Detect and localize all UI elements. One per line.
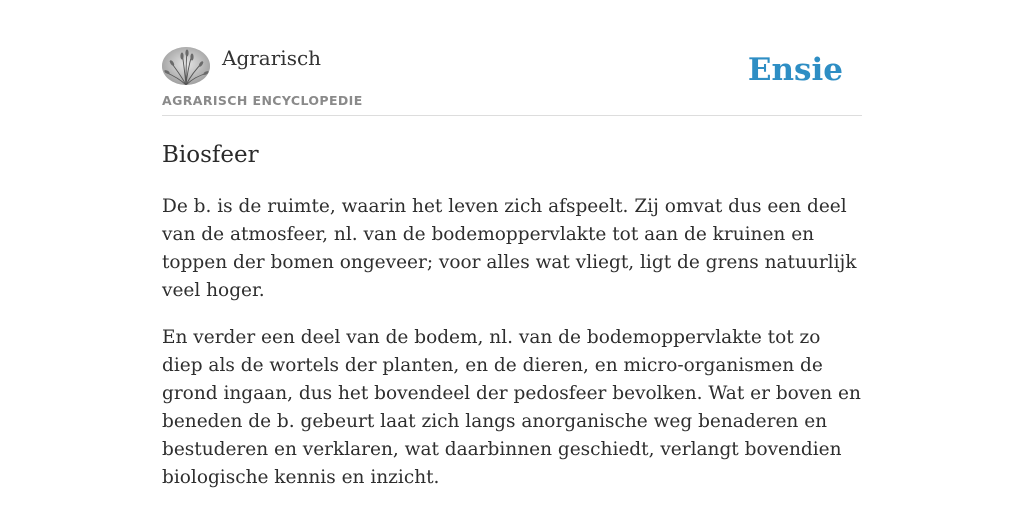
entry-paragraph-2: En verder een deel van de bodem, nl. van de bodemoppervlakte tot zo diep als de wortels der planten, en de dieren, en micro-organismen de grond ingaan, dus het bovendeel der pedosfeer bevolken. Wat er boven en beneden de b. gebeurt laat zich langs anorganische weg benaderen en bestuderen en verklaren, wat daarbinnen geschiedt, verlangt bovendien biologische kennis en inzicht. [162, 327, 861, 488]
source-title[interactable]: Agrarisch [222, 46, 322, 70]
entry-title: Biosfeer [162, 142, 259, 168]
wheat-logo-icon[interactable] [162, 47, 210, 85]
brand-logo-link[interactable]: Ensie [747, 52, 843, 88]
entry-paragraph-1: De b. is de ruimte, waarin het leven zich afspeelt. Zij omvat dus een deel van de atmosfeer, nl. van de bodemoppervlakte tot aan de kruinen en toppen der bomen ongeveer; voor alles wat vliegt, ligt de grens natuurlijk veel hoger. [162, 196, 857, 301]
source-subtitle: AGRARISCH ENCYCLOPEDIE [162, 93, 363, 108]
source-header [162, 40, 862, 116]
entry-card [162, 40, 862, 492]
